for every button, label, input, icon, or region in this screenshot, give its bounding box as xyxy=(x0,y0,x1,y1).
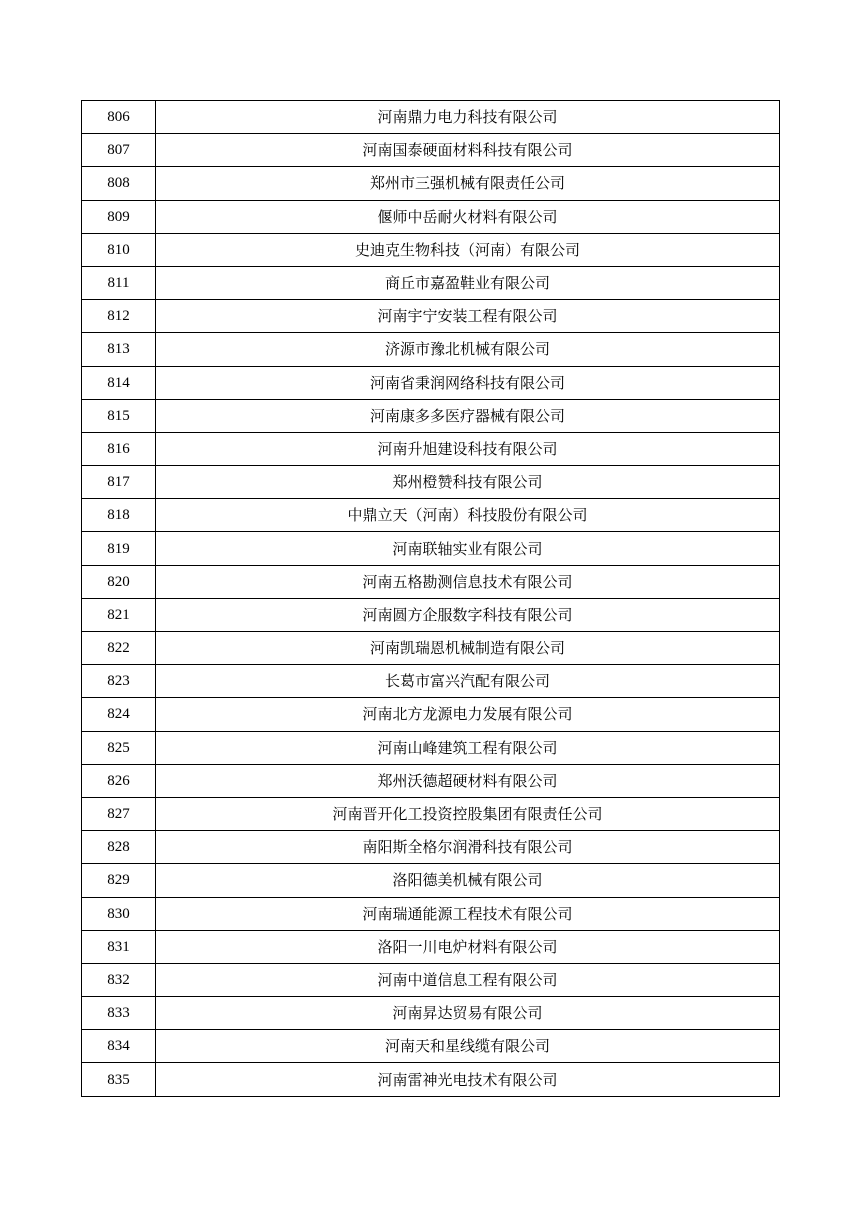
company-name-cell: 河南雷神光电技术有限公司 xyxy=(156,1063,780,1096)
table-row xyxy=(82,200,780,233)
table-row xyxy=(82,333,780,366)
row-number-cell: 814 xyxy=(82,366,156,399)
company-name-cell: 河南昇达贸易有限公司 xyxy=(156,997,780,1030)
table-body xyxy=(82,101,780,1097)
row-number-cell: 834 xyxy=(82,1030,156,1063)
row-number-cell: 813 xyxy=(82,333,156,366)
row-number-cell: 806 xyxy=(82,101,156,134)
table-row xyxy=(82,466,780,499)
row-number-cell: 807 xyxy=(82,134,156,167)
company-list-table xyxy=(81,100,780,1097)
company-name-cell: 河南凯瑞恩机械制造有限公司 xyxy=(156,632,780,665)
company-name-cell: 河南山峰建筑工程有限公司 xyxy=(156,731,780,764)
company-name-cell: 洛阳一川电炉材料有限公司 xyxy=(156,930,780,963)
table-row xyxy=(82,797,780,830)
company-name-cell: 郑州市三强机械有限责任公司 xyxy=(156,167,780,200)
row-number-cell: 832 xyxy=(82,963,156,996)
table-row xyxy=(82,233,780,266)
row-number-cell: 822 xyxy=(82,632,156,665)
row-number-cell: 819 xyxy=(82,532,156,565)
row-number-cell: 833 xyxy=(82,997,156,1030)
table-row xyxy=(82,565,780,598)
row-number-cell: 821 xyxy=(82,598,156,631)
row-number-cell: 830 xyxy=(82,897,156,930)
row-number-cell: 817 xyxy=(82,466,156,499)
table-row xyxy=(82,134,780,167)
row-number-cell: 820 xyxy=(82,565,156,598)
row-number-cell: 809 xyxy=(82,200,156,233)
row-number-cell: 825 xyxy=(82,731,156,764)
company-name-cell: 河南升旭建设科技有限公司 xyxy=(156,432,780,465)
company-name-cell: 河南北方龙源电力发展有限公司 xyxy=(156,698,780,731)
company-name-cell: 长葛市富兴汽配有限公司 xyxy=(156,665,780,698)
company-name-cell: 河南天和星线缆有限公司 xyxy=(156,1030,780,1063)
row-number-cell: 811 xyxy=(82,266,156,299)
table-row xyxy=(82,266,780,299)
table-row xyxy=(82,698,780,731)
company-name-cell: 河南宇宁安装工程有限公司 xyxy=(156,300,780,333)
table-row xyxy=(82,366,780,399)
row-number-cell: 829 xyxy=(82,864,156,897)
row-number-cell: 818 xyxy=(82,499,156,532)
company-name-cell: 史迪克生物科技（河南）有限公司 xyxy=(156,233,780,266)
table-row xyxy=(82,598,780,631)
company-name-cell: 中鼎立天（河南）科技股份有限公司 xyxy=(156,499,780,532)
company-name-cell: 郑州橙赞科技有限公司 xyxy=(156,466,780,499)
company-name-cell: 河南五格勘测信息技术有限公司 xyxy=(156,565,780,598)
row-number-cell: 808 xyxy=(82,167,156,200)
row-number-cell: 815 xyxy=(82,399,156,432)
table-row xyxy=(82,1063,780,1096)
table-row xyxy=(82,499,780,532)
company-name-cell: 河南联轴实业有限公司 xyxy=(156,532,780,565)
row-number-cell: 835 xyxy=(82,1063,156,1096)
row-number-cell: 827 xyxy=(82,797,156,830)
row-number-cell: 810 xyxy=(82,233,156,266)
company-name-cell: 偃师中岳耐火材料有限公司 xyxy=(156,200,780,233)
company-name-cell: 河南国泰硬面材料科技有限公司 xyxy=(156,134,780,167)
table-row xyxy=(82,101,780,134)
table-row xyxy=(82,864,780,897)
row-number-cell: 824 xyxy=(82,698,156,731)
table-row xyxy=(82,963,780,996)
table-row xyxy=(82,432,780,465)
row-number-cell: 828 xyxy=(82,831,156,864)
row-number-cell: 823 xyxy=(82,665,156,698)
table-row xyxy=(82,532,780,565)
row-number-cell: 816 xyxy=(82,432,156,465)
table-row xyxy=(82,997,780,1030)
company-name-cell: 河南中道信息工程有限公司 xyxy=(156,963,780,996)
table-row xyxy=(82,167,780,200)
table-row xyxy=(82,632,780,665)
table-row xyxy=(82,731,780,764)
table-row xyxy=(82,897,780,930)
row-number-cell: 812 xyxy=(82,300,156,333)
company-name-cell: 河南省秉润网络科技有限公司 xyxy=(156,366,780,399)
table-row xyxy=(82,399,780,432)
table-row xyxy=(82,665,780,698)
company-name-cell: 商丘市嘉盈鞋业有限公司 xyxy=(156,266,780,299)
company-name-cell: 南阳斯全格尔润滑科技有限公司 xyxy=(156,831,780,864)
company-name-cell: 河南瑞通能源工程技术有限公司 xyxy=(156,897,780,930)
table-row xyxy=(82,300,780,333)
company-name-cell: 郑州沃德超硬材料有限公司 xyxy=(156,764,780,797)
company-name-cell: 河南晋开化工投资控股集团有限责任公司 xyxy=(156,797,780,830)
table-row xyxy=(82,1030,780,1063)
table-row xyxy=(82,831,780,864)
table-row xyxy=(82,764,780,797)
row-number-cell: 826 xyxy=(82,764,156,797)
company-name-cell: 河南圆方企服数字科技有限公司 xyxy=(156,598,780,631)
row-number-cell: 831 xyxy=(82,930,156,963)
table-row xyxy=(82,930,780,963)
company-name-cell: 河南鼎力电力科技有限公司 xyxy=(156,101,780,134)
company-name-cell: 洛阳德美机械有限公司 xyxy=(156,864,780,897)
company-name-cell: 河南康多多医疗器械有限公司 xyxy=(156,399,780,432)
company-name-cell: 济源市豫北机械有限公司 xyxy=(156,333,780,366)
